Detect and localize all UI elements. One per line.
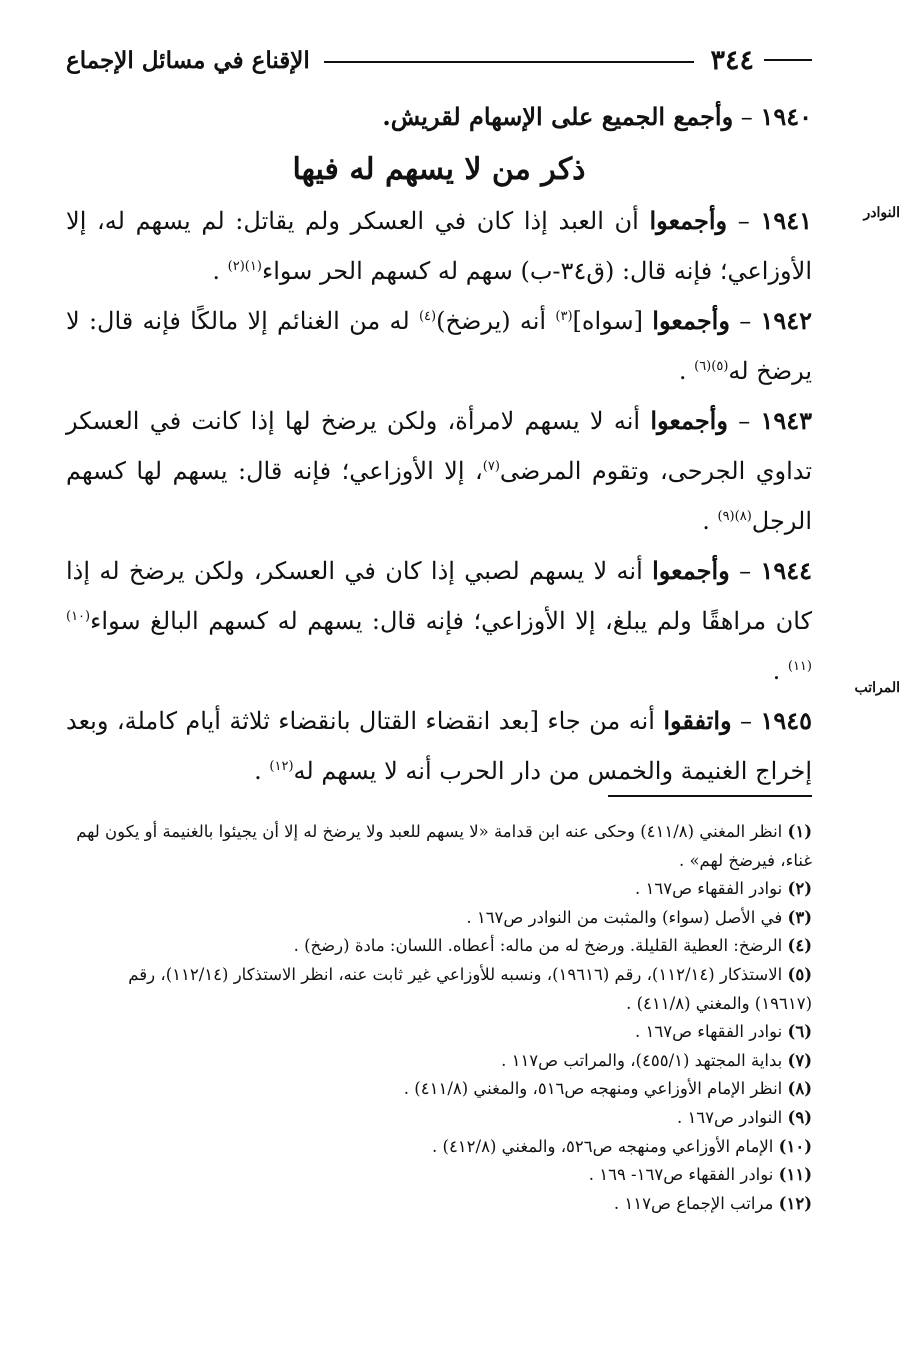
footnotes [66,818,812,1218]
main-text [66,92,812,796]
footnote-text: نوادر الفقهاء ص١٦٧- ١٦٩ . [588,1165,774,1185]
header-rule [324,61,695,63]
entry-text: أنه من جاء [بعد انقضاء القتال بانقضاء ثلاثة أيام كاملة، وبعد إخراج الغنيمة والخمس من دار الحرب أنه لا يسهم له [66,707,812,785]
entry-keyword: وأجمعوا [649,206,728,235]
footnote-label: (٢) [787,879,812,899]
entry-end: . [254,757,262,785]
footnote [66,1075,812,1104]
footnote [66,961,812,1018]
entry-1941: ١٩٤١ – وأجمعوا أن العبد إذا كان في العسكر ولم يقاتل: لم يسهم له، إلا الأوزاعي؛ فإنه قال: (ق٣٤-ب) سهم له كسهم الحر سواء$^{(١)(٢)}$ . [66,206,812,285]
section-heading: ذكر من لا يسهم له فيها [292,152,586,187]
page-header [66,38,812,82]
intro-text: وأجمع الجميع على الإسهام لقريش. [382,102,734,131]
entry-text: أنه لا يسهم لامرأة، ولكن يرضخ لها إذا كانت في العسكر تداوي الجرحى، وتقوم المرضى [66,407,813,485]
footnote [66,1161,812,1190]
margin-note-nawadir: النوادر [863,205,900,221]
footnote-mark: (٨)(٩) [717,509,752,524]
footnote-text: الرضخ: العطية القليلة. ورضخ له من ماله: أعطاه. اللسان: مادة (رضخ) . [293,936,783,956]
footnote-label: (٦) [787,1022,812,1042]
footnote-text: النوادر ص١٦٧ . [676,1107,783,1127]
footnote-mark: (٧) [482,459,500,474]
footnote-text: نوادر الفقهاء ص١٦٧ . [635,879,783,899]
entry-number: ١٩٤٠ [760,102,812,131]
footnote-label: (١٠) [778,1136,812,1156]
footnote [66,1104,812,1133]
footnote-text: بداية المجتهد (٤٥٥/١)، والمراتب ص١١٧ . [501,1050,783,1070]
intro-entry: ١٩٤٠ – وأجمع الجميع على الإسهام لقريش. [382,102,812,131]
footnote-separator [608,795,812,797]
entry-number: ١٩٤١ [760,206,812,235]
footnote-label: (٧) [787,1050,812,1070]
entry-text: أنه لا يسهم لصبي إذا كان في العسكر، ولكن يرضخ له إذا كان مراهقًا ولم يبلغ، إلا الأوزاعي؛ فإنه قال: يسهم له كسهم البالغ سواء [66,557,812,635]
footnote-label: (٥) [787,964,812,984]
footnote [66,875,812,904]
footnote-text: في الأصل (سواء) والمثبت من النوادر ص١٦٧ . [466,907,783,927]
entry-text: ، إلا الأوزاعي؛ فإنه قال: يسهم لها كسهم الرجل [66,457,812,535]
margin-note-maratib: المراتب [854,680,900,696]
footnote [66,932,812,961]
footnote-text: مراتب الإجماع ص١١٧ . [613,1193,774,1213]
footnote-text: انظر الإمام الأوزاعي ومنهجه ص٥١٦، والمغني (٤١١/٨) . [403,1079,783,1099]
entry-number: ١٩٤٥ [760,706,812,735]
footnote-label: (١١) [778,1165,812,1185]
footnote-mark: (٥)(٦) [694,359,729,374]
entry-keyword: وأجمعوا [652,306,730,335]
footnote-label: (١٢) [778,1193,812,1213]
footnote [66,904,812,933]
entry-1945: ١٩٤٥ – واتفقوا أنه من جاء [بعد انقضاء القتال بانقضاء ثلاثة أيام كاملة، وبعد إخراج الغنيمة والخمس من دار الحرب أنه لا يسهم له$^{(١٢)}$ . [66,706,812,785]
entry-text: له من الغنائم إلا مالكًا فإنه قال: لا يرضخ له [66,307,812,385]
entry-1943: ١٩٤٣ – وأجمعوا أنه لا يسهم لامرأة، ولكن يرضخ لها إذا كانت في العسكر تداوي الجرحى، وتقوم المرضى$^{(٧)}$، إلا الأوزاعي؛ فإنه قال: يسهم لها كسهم الرجل$^{(٨)(٩)}$ . [66,406,813,535]
footnote [66,1133,812,1162]
entry-text: أن العبد إذا كان في العسكر ولم يقاتل: لم يسهم له، إلا الأوزاعي؛ فإنه قال: (ق٣٤-ب) سهم له كسهم الحر سواء [66,207,812,285]
footnote [66,1190,812,1219]
entry-text: أنه (يرضخ) [436,307,547,335]
footnote-label: (٩) [787,1107,812,1127]
footnote-label: (١) [787,822,812,841]
entry-end: . [678,357,687,385]
entry-end: . [702,507,710,535]
entry-keyword: وأجمعوا [652,556,730,585]
entry-text: [سواه] [572,307,644,335]
entry-1942: ١٩٤٢ – وأجمعوا [سواه]$^{(٣)}$ أنه (يرضخ)$^{(٤)}$ له من الغنائم إلا مالكًا فإنه قال: لا يرضخ له$^{(٥)(٦)}$ . [66,306,813,385]
footnote-label: (٣) [787,907,812,927]
footnote [66,1047,812,1076]
footnote-mark: (١٠)(١١) [66,609,812,674]
entry-number: ١٩٤٣ [760,406,812,435]
footnote-mark: (٣) [555,309,573,324]
header-dash [764,59,812,61]
entry-keyword: واتفقوا [663,706,732,735]
footnote-label: (٤) [787,936,812,956]
footnote-mark: (١)(٢) [227,259,262,274]
running-title: الإقناع في مسائل الإجماع [66,46,310,74]
footnote-label: (٨) [787,1079,812,1099]
page-number: ٣٤٤ [710,44,754,76]
footnote-text: نوادر الفقهاء ص١٦٧ . [635,1022,783,1042]
entry-number: ١٩٤٤ [760,556,812,585]
footnote [66,1018,812,1047]
footnote-text: الإمام الأوزاعي ومنهجه ص٥٢٦، والمغني (٤١٢/٨) . [432,1136,774,1156]
entry-end: . [212,257,221,285]
footnote [66,818,812,875]
footnote-mark: (١٢) [269,759,294,774]
entry-end: . [772,657,781,685]
footnote-text: الاستذكار (١١٢/١٤)، رقم (١٩٦١٦)، ونسبه للأوزاعي غير ثابت عنه، انظر الاستذكار (١١٢/١٤)، رقم (١٩٦١٧) والمغني (٤١١/٨) . [128,964,812,1013]
entry-keyword: وأجمعوا [650,406,728,435]
entry-number: ١٩٤٢ [760,306,813,335]
entry-1944: ١٩٤٤ – وأجمعوا أنه لا يسهم لصبي إذا كان في العسكر، ولكن يرضخ له إذا كان مراهقًا ولم يبلغ، إلا الأوزاعي؛ فإنه قال: يسهم له كسهم البالغ سواء$^{(١٠)(١١)}$ . [66,556,812,685]
footnote-mark: (٤) [418,309,437,324]
footnote-text: انظر المغني (٤١١/٨) وحكى عنه ابن قدامة «لا يسهم للعبد ولا يرضخ له إلا أن يجيئوا بالغنيمة أو يكون لهم غناء، فيرضخ لهم» . [76,822,812,870]
